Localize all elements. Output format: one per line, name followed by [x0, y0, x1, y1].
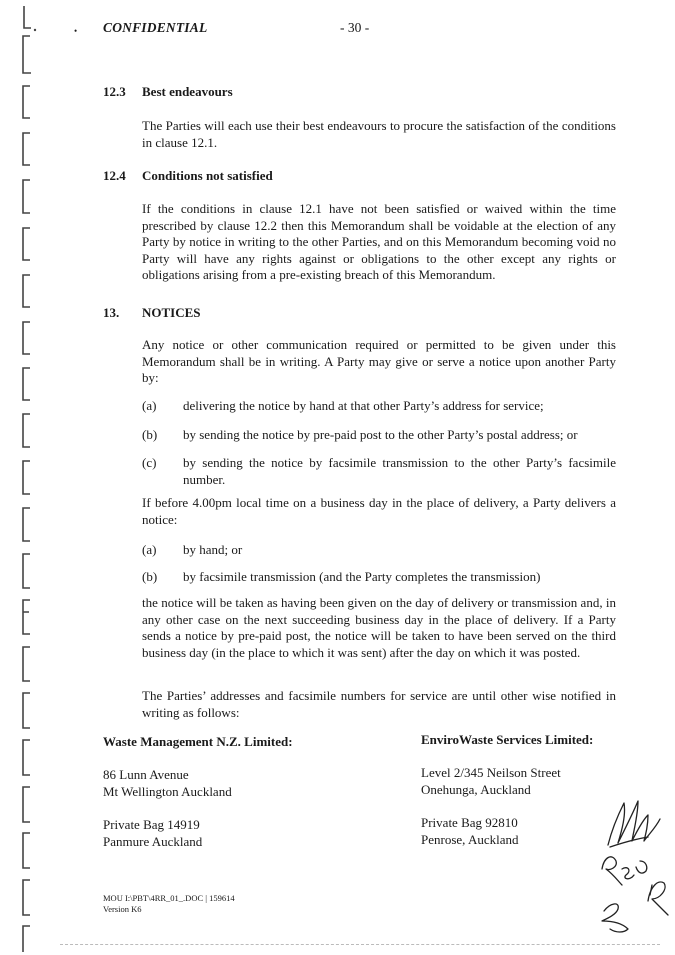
binding-marks	[18, 0, 48, 955]
footer-doc-ref: MOU I:\PBT\4RR_01_.DOC | 159614	[103, 893, 235, 903]
party-1-bag-city: Panmure Auckland	[103, 834, 203, 849]
delivery-b-marker: (b)	[142, 569, 158, 584]
method-a-marker: (a)	[142, 398, 157, 413]
section-12-4-number: 12.4	[103, 168, 126, 183]
footer-version: Version K6	[103, 904, 142, 914]
section-12-3-title: Best endeavours	[142, 84, 233, 99]
scan-dot: •	[74, 26, 78, 36]
delivery-a-text: by hand; or	[183, 542, 243, 557]
footer	[103, 893, 235, 915]
party-2-private-bag: Private Bag 92810	[421, 815, 518, 830]
party-1-private-bag: Private Bag 14919	[103, 817, 200, 832]
method-a-text: delivering the notice by hand at that other Party’s address for service;	[183, 398, 544, 413]
party-2-city: Onehunga, Auckland	[421, 782, 531, 797]
section-12-3-number: 12.3	[103, 84, 126, 99]
deemed-delivery-text: the notice will be taken as having been given on the day of delivery or transmission and, in any other case on the next succeeding business day in the place of delivery. If a Party sends a notice by pre-paid post, the notice will be taken to have been served on the third business day (in the place to which it was sent) after the day on which it was posted.	[142, 595, 616, 660]
notices-intro: Any notice or other communication required or permitted to be given under this Memorandum shall be in writing. A Party may give or serve a notice upon another Party by:	[142, 337, 616, 385]
method-b-text: by sending the notice by pre-paid post to the other Party’s postal address; or	[183, 427, 578, 442]
section-13-number: 13.	[103, 305, 120, 320]
method-b-marker: (b)	[142, 427, 158, 442]
delivery-b-text: by facsimile transmission (and the Party completes the transmission)	[183, 569, 541, 584]
page-number: - 30 -	[340, 20, 370, 35]
section-13-title: NOTICES	[142, 305, 201, 320]
delivery-intro: If before 4.00pm local time on a business day in the place of delivery, a Party delivers a notice:	[142, 495, 616, 527]
party-1-name: Waste Management N.Z. Limited:	[103, 734, 293, 749]
delivery-a-marker: (a)	[142, 542, 157, 557]
method-c-marker: (c)	[142, 455, 157, 470]
section-12-3-text: The Parties will each use their best endeavours to procure the satisfaction of the conditions in clause 12.1.	[142, 118, 616, 150]
bottom-scan-edge	[60, 944, 660, 945]
addresses-intro: The Parties’ addresses and facsimile numbers for service are until other wise notified in writing as follows:	[142, 688, 616, 720]
party-2-street: Level 2/345 Neilson Street	[421, 765, 561, 780]
section-12-4-text: If the conditions in clause 12.1 have not been satisfied or waived within the time prescribed by clause 12.2 then this Memorandum shall be voidable at the election of any Party by notice in writing to the other Parties, and on this Memorandum becoming void no Party will have any rights against or obligations to the other except any rights or obligations arising from a pre-existing breach of this Memorandum.	[142, 201, 616, 282]
confidential-label: CONFIDENTIAL	[103, 20, 208, 35]
method-c-text: by sending the notice by facsimile transmission to the other Party’s facsimile number.	[183, 455, 616, 487]
section-12-4-title: Conditions not satisfied	[142, 168, 273, 183]
handwritten-initials	[588, 795, 673, 940]
party-1-street: 86 Lunn Avenue	[103, 767, 189, 782]
party-2-bag-city: Penrose, Auckland	[421, 832, 519, 847]
party-2-name: EnviroWaste Services Limited:	[421, 732, 594, 747]
party-1-city: Mt Wellington Auckland	[103, 784, 232, 799]
